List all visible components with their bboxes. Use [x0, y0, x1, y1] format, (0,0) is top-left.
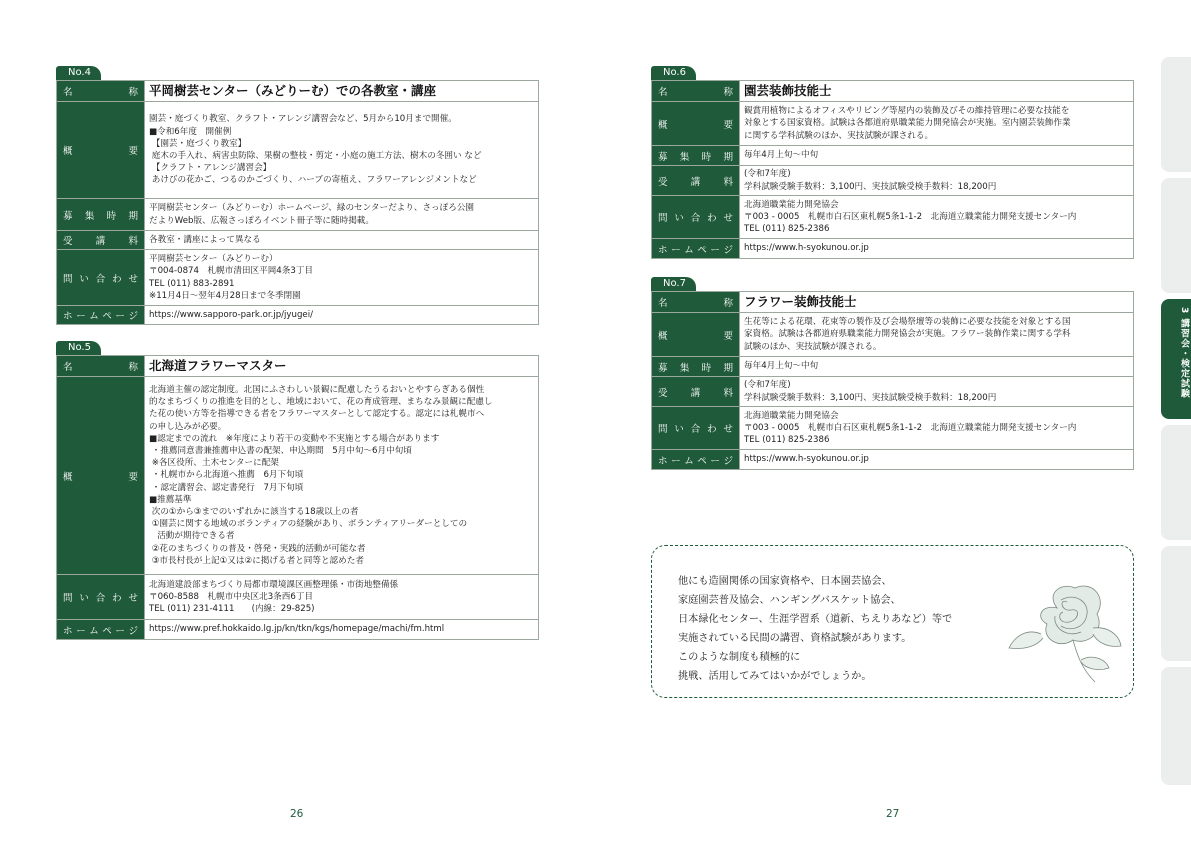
text-line: 北海道職業能力開発協会	[744, 199, 839, 210]
overview-value	[740, 102, 1134, 146]
row-label: 問 い 合 わ せ	[63, 593, 138, 604]
text-line: 的なまちづくりの推進を目的とし、地域において、花の育成管理、まちなみ景観に配慮し	[149, 397, 493, 408]
text-line: 家庭園芸普及協会、ハンギングバスケット協会、	[678, 595, 901, 606]
text-line: に関する学科試験のほか、実技試験が課される。	[744, 130, 934, 141]
text-line: 学科試験受験手数料：3,100円、実技試験受検手数料：18,200円	[744, 181, 997, 192]
text-line: 〒004-0874 札幌市清田区平岡4条3丁目	[149, 266, 314, 277]
text-line: TEL (011) 231-4111 (内線：29-825)	[149, 604, 315, 615]
text-line: ・札幌市から北海道へ推薦 6月下旬頃	[149, 470, 304, 481]
text-line: ※11月4日～翌年4月28日まで冬季閉園	[149, 290, 301, 301]
side-tab-4[interactable]	[1161, 425, 1191, 540]
row-label: 概 要	[658, 119, 733, 131]
homepage-link[interactable]	[145, 306, 539, 325]
text-line: ・推薦同意書兼推薦申込書の配架、申込期間 5月中旬～6月中旬頃	[149, 445, 412, 456]
card-title: 平岡樹芸センター（みどりーむ）での各教室・講座	[145, 81, 539, 102]
row-label: 名 称	[63, 362, 138, 373]
row-label: 受 講 料	[658, 387, 733, 399]
fee-value	[740, 166, 1134, 196]
card-title: 北海道フラワーマスター	[145, 356, 539, 377]
text-line: (令和7年度)	[744, 380, 791, 391]
row-label: ホ ー ム ペ ー ジ	[658, 244, 733, 256]
row-label: 概 要	[63, 471, 138, 483]
homepage-link[interactable]	[740, 450, 1134, 470]
homepage-link[interactable]	[740, 239, 1134, 259]
text-line: https://www.h-syokunou.or.jp	[744, 243, 869, 254]
overview-value	[740, 313, 1134, 357]
text-line: ②花のまちづくりの普及・啓発・実践的活動が可能な者	[149, 543, 366, 554]
text-line: 各教室・講座によって異なる	[149, 234, 261, 245]
text-line: 活動が期待できる者	[149, 531, 235, 542]
text-line: 実施されている民間の講習、資格試験があります。	[678, 633, 912, 644]
contact-value	[740, 407, 1134, 450]
side-tab-number: 3	[1179, 307, 1189, 315]
text-line: https://www.h-syokunou.or.jp	[744, 454, 869, 465]
text-line: TEL (011) 825-2386	[744, 435, 830, 446]
text-line: ③市長村長が上記①又は②に掲げる者と同等と認めた者	[149, 555, 364, 566]
homepage-link[interactable]	[145, 620, 539, 640]
row-label: 名 称	[63, 87, 138, 98]
card-tag: No.6	[651, 66, 696, 80]
text-line: 【クラフト・アレンジ講習会】	[149, 163, 272, 174]
row-label: 募 集 時 期	[658, 362, 733, 374]
text-line: TEL (011) 825-2386	[744, 224, 830, 235]
text-line: だよりWeb版、広報さっぽろイベント冊子等に随時掲載。	[149, 215, 374, 226]
card-tag: No.4	[56, 66, 101, 80]
side-tab-2[interactable]	[1161, 178, 1191, 293]
row-label: 名 称	[658, 298, 733, 309]
text-line: ■推薦基準	[149, 494, 192, 505]
fee-value	[145, 231, 539, 250]
row-label: 問 い 合 わ せ	[658, 213, 733, 224]
text-line: 北海道職業能力開発協会	[744, 410, 839, 421]
card-no4	[56, 60, 539, 325]
text-line: 観賞用植物によるオフィスやリビング等屋内の装飾及びその維持管理に必要な技能を	[744, 106, 1070, 117]
recruit-period-value	[740, 357, 1134, 377]
text-line: 北海道主催の認定制度。北国にふさわしい景観に配慮したうるおいとやすらぎある個性	[149, 384, 485, 395]
contact-value	[145, 575, 539, 620]
recruit-period-value	[740, 146, 1134, 166]
info-table	[651, 291, 1134, 470]
info-table	[56, 355, 539, 640]
text-line: 〒003 - 0005 札幌市白石区東札幌5条1-1-2 北海道立職業能力開発支援センター内	[744, 422, 1077, 433]
text-line: 〒003 - 0005 札幌市白石区東札幌5条1-1-2 北海道立職業能力開発支援センター内	[744, 211, 1077, 222]
text-line: 試験のほか、実技試験が課される。	[744, 341, 882, 352]
row-label: 受 講 料	[63, 236, 138, 247]
text-line: 庭木の手入れ、病害虫防除、果樹の整枝・剪定・小庭の施工方法、樹木の冬囲い など	[149, 151, 482, 161]
text-line: 北海道建設部まちづくり局都市環境課区画整理係・市街地整備係	[149, 579, 399, 590]
text-line: https://www.sapporo-park.or.jp/jyugei/	[149, 309, 313, 320]
overview-value	[145, 102, 539, 199]
text-line: https://www.pref.hokkaido.lg.jp/kn/tkn/kgs/homepage/machi/fm.html	[149, 624, 445, 635]
row-label: 概 要	[63, 146, 138, 157]
text-line: 家資格。試験は各都道府県職業能力開発協会が実施。フラワー装飾作業に関する学科	[744, 329, 1071, 340]
text-line: ■令和6年度 開催例	[149, 126, 232, 137]
contact-value	[145, 250, 539, 306]
card-no5	[56, 335, 539, 640]
text-line: の申し込みが必要。	[149, 421, 227, 432]
text-line: TEL (011) 883-2891	[149, 278, 235, 289]
page-number-left: 26	[290, 808, 304, 820]
text-line: 学科試験受験手数料：3,100円、実技試験受検手数料：18,200円	[744, 392, 997, 403]
side-tab-1[interactable]	[1161, 57, 1191, 172]
text-line: このような制度も積極的に	[678, 652, 801, 663]
text-line: (令和7年度)	[744, 169, 791, 180]
card-tag: No.5	[56, 341, 101, 355]
side-tab-label: 講習会・検定試験	[1179, 318, 1189, 399]
text-line: 園芸・庭づくり教室、クラフト・アレンジ講習会など、5月から10月まで開催。	[149, 114, 457, 125]
text-line: あけびの花かご、つるのかごづくり、ハーブの寄植え、フラワーアレンジメントなど	[149, 175, 477, 186]
info-table	[651, 80, 1134, 259]
text-line: 平岡樹芸センター（みどりーむ）ホームページ、緑のセンターだより、さっぽろ公園	[149, 203, 475, 214]
text-line: ■認定までの流れ ※年度により若干の変動や不実施とする場合があります	[149, 433, 440, 444]
side-tab-5[interactable]	[1161, 546, 1191, 661]
recruit-period-value	[145, 199, 539, 231]
row-label: ホ ー ム ペ ー ジ	[63, 625, 138, 637]
row-label: 募 集 時 期	[658, 151, 733, 163]
row-label: 募 集 時 期	[63, 210, 138, 222]
row-label: 名 称	[658, 87, 733, 98]
text-line: ・認定講習会、認定書発行 7月下旬頃	[149, 482, 304, 493]
card-title: 園芸装飾技能士	[740, 81, 1134, 102]
card-no7	[651, 271, 1134, 470]
note-text	[678, 572, 952, 686]
text-line: ※各区役所、土木センターに配架	[149, 458, 279, 469]
card-title: フラワー装飾技能士	[740, 292, 1134, 313]
side-tab-6[interactable]	[1161, 667, 1191, 785]
text-line: 挑戦、活用してみてはいかがでしょうか。	[678, 671, 872, 682]
overview-value	[145, 377, 539, 575]
row-label: ホ ー ム ペ ー ジ	[63, 311, 138, 322]
row-label: ホ ー ム ペ ー ジ	[658, 455, 733, 467]
row-label: 問 い 合 わ せ	[658, 424, 733, 435]
card-no6	[651, 60, 1134, 259]
text-line: た花の使い方等を指導できる者をフラワーマスターとして認定する。認定には札幌市へ	[149, 409, 485, 420]
text-line: 毎年4月上旬～中旬	[744, 361, 819, 372]
row-label: 概 要	[658, 330, 733, 342]
info-note-box	[651, 545, 1134, 698]
text-line: 次の①から③までのいずれかに該当する18歳以上の者	[149, 507, 359, 517]
fee-value	[740, 377, 1134, 407]
text-line: 平岡樹芸センター（みどりーむ）	[149, 254, 278, 265]
info-table	[56, 80, 539, 325]
text-line: 日本緑化センター、生涯学習系（道新、ちえりあなど）等で	[678, 614, 953, 625]
row-label: 受 講 料	[658, 176, 733, 188]
text-line: 〒060-8588 札幌市中央区北3条西6丁目	[149, 591, 314, 602]
rose-illustration-icon	[997, 568, 1125, 686]
side-tab-3-active[interactable]	[1161, 299, 1191, 419]
text-line: ①園芸に関する地域のボランティアの経験があり、ボランティアリーダーとしての	[149, 519, 468, 530]
text-line: 生花等による花環、花束等の製作及び会場祭壇等の装飾に必要な技能を対象とする国	[744, 317, 1071, 328]
text-line: 他にも造園関係の国家資格や、日本園芸協会、	[678, 576, 892, 587]
text-line: 【園芸・庭づくり教室】	[149, 138, 247, 149]
text-line: 毎年4月上旬～中旬	[744, 150, 819, 161]
contact-value	[740, 196, 1134, 239]
text-line: 対象とする国家資格。試験は各都道府県職業能力開発協会が実施。室内園芸装飾作業	[744, 118, 1071, 129]
page-number-right: 27	[886, 808, 900, 820]
card-tag: No.7	[651, 277, 696, 291]
row-label: 問 い 合 わ せ	[63, 273, 138, 285]
